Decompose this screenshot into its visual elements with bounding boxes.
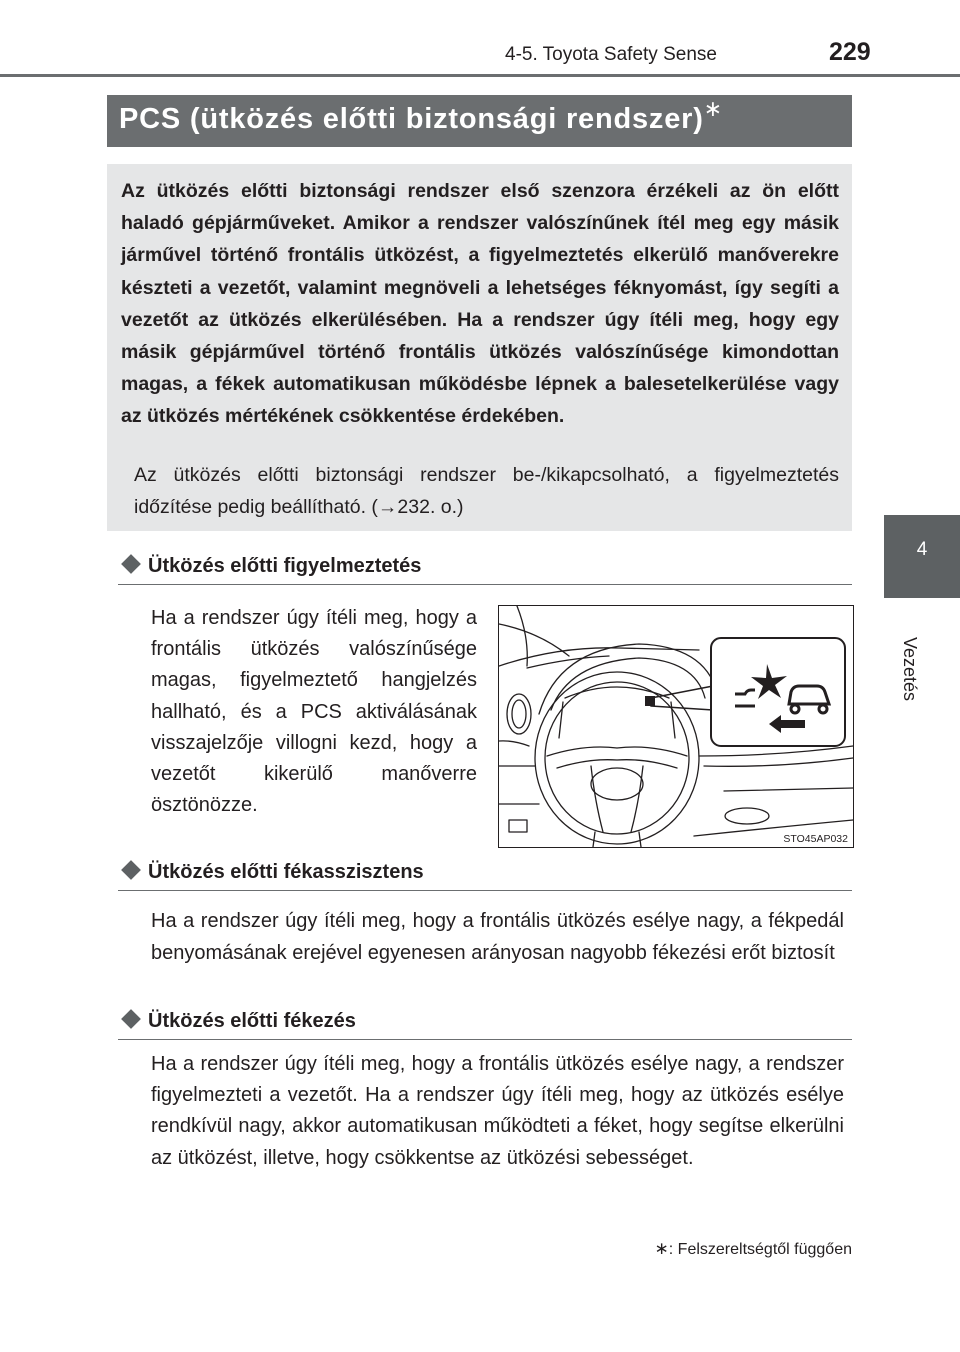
dashboard-illustration: [498, 605, 854, 848]
diamond-bullet-icon: [121, 554, 141, 574]
section-body-brake-assist: Ha a rendszer úgy ítéli meg, hogy a frontális ütközés esélye nagy, a fékpedál benyomásának erejével egyenesen arányosan nagyobb fékezési erőt biztosít: [151, 910, 844, 964]
footnote-text: : Felszereltségtől függően: [668, 1241, 852, 1258]
section-heading-text: Ütközés előtti fékasszisztens: [148, 861, 424, 883]
section-heading-text: Ütközés előtti figyelmeztetés: [148, 555, 422, 577]
page-title-text: PCS (ütközés előtti biztonsági rendszer): [119, 103, 704, 135]
section-body-warning: Ha a rendszer úgy ítéli meg, hogy a frontális ütközés valószínűsége magas, figyelmeztető hangjelzés hallható, és a PCS aktiválásának visszajelzője villogni kezd, hogy a vezetőt kikerülő manőverre ösztönözze.: [151, 607, 477, 817]
figure-code: STO45AP032: [783, 833, 848, 845]
intro-bold-text: Az ütközés előtti biztonsági rendszer első szenzora érzékeli az ön előtt haladó gépjárműveket. Amikor a rendszer valószínűnek ítél meg egy másik járművel történő frontális ütközést, a figyelmeztetés elkerülő manőverekre készteti a vezetőt, valamint megnöveli a lehetséges féknyomást, így segíti a vezetőt az ütközés elkerülésében. Ha a rendszer úgy ítéli meg, hogy egy másik gépjárművel történő frontális ütközés valószínűsége kimondottan magas, a fékek automatikusan működésbe lépnek a balesetelkerülése vagy az ütközés mértékének csökkentése érdekében.: [121, 180, 839, 428]
header-divider: [0, 74, 960, 77]
section-divider: [118, 1039, 852, 1040]
section-body-braking: Ha a rendszer úgy ítéli meg, hogy a frontális ütközés esélye nagy, a rendszer figyelmezteti a vezetőt. Ha a rendszer úgy ítéli meg, hogy az ütközés esélye rendkívül nagy, akkor automatikusan működteti a féket, hogy segítse elkerülni az ütközést, illetve, hogy csökkentse az ütközési sebességet.: [151, 1053, 844, 1169]
section-heading-text: Ütközés előtti fékezés: [148, 1010, 356, 1032]
intro-box: [107, 164, 852, 531]
section-heading-brake-assist: [122, 861, 852, 884]
page-number: 229: [829, 38, 871, 66]
section-divider: [118, 584, 852, 585]
diamond-bullet-icon: [121, 1009, 141, 1029]
intro-note-text: Az ütközés előtti biztonsági rendszer be-/kikapcsolható, a figyelmeztetés időzítése pedig beállítható. (→232. o.): [134, 464, 839, 518]
chapter-tab: [884, 515, 960, 598]
header-section-title: 4-5. Toyota Safety Sense: [505, 44, 717, 65]
section-heading-braking: [122, 1010, 852, 1033]
footnote: [655, 1239, 852, 1259]
page-title-bar: [107, 95, 852, 147]
footnote-marker: ∗: [654, 1239, 669, 1258]
dashboard-drawing: [499, 606, 853, 847]
section-heading-warning: [122, 555, 852, 578]
title-asterisk: ∗: [703, 96, 723, 121]
chapter-number: 4: [916, 539, 928, 560]
page-title: [119, 96, 723, 136]
chapter-label: Vezetés: [900, 637, 920, 702]
section-divider: [118, 890, 852, 891]
diamond-bullet-icon: [121, 860, 141, 880]
